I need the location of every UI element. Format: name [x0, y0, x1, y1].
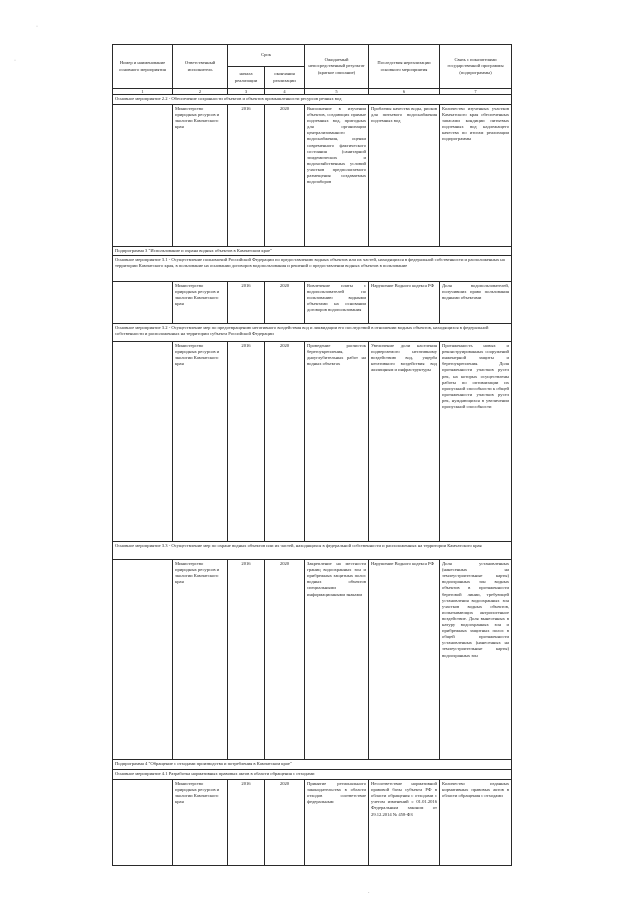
activity-start-year: 2016: [228, 780, 265, 866]
header-col-name: Номер и наименование основного мероприятия: [113, 45, 173, 89]
section-heading: Основное мероприятие 3.2 - Осуществление мер по предотвращению негативного воздействия вод и ликвидации его последствий в отношении водных объектов, находящихся в федеральной собственности и расположенных на территории субъекта Российской Федерации: [113, 324, 512, 342]
column-number: 1: [113, 89, 173, 95]
activity-consequences: Проблемы качества воды, рисков для питьевого водоснабжения подземных вод: [369, 105, 440, 247]
column-number: 4: [265, 89, 305, 95]
activity-result: Вовлечение платы с водопользователей по пользованию водными объектами на основании договоров водопользования: [305, 282, 369, 324]
activity-end-year: 2020: [265, 780, 305, 866]
activity-row: [113, 342, 512, 542]
scan-speck: ·: [14, 58, 16, 64]
activity-name: [113, 105, 173, 247]
header-col-indicators: Связь с показателями государственной программы (подпрограммы): [440, 45, 512, 89]
activity-end-year: 2020: [265, 105, 305, 247]
activity-end-year: 2020: [265, 282, 305, 324]
activity-result: Выполнение в изучении объектов, создающих прямые подземных вод, пригодных для организации централизованного водоснабжения, оценки современного фактического состояния (санитарной эпидемических и водохозяйственных условий участков предполагаемого размещения создаваемых водозаборов: [305, 105, 369, 247]
activity-result: Проведение расчисток берегоукрепления, дноуглубительных работ на водных объектах: [305, 342, 369, 542]
header-col-start: начала реализации: [228, 67, 265, 89]
header-col-result: Ожидаемый непосредственный результат (краткое описание): [305, 45, 369, 89]
section-heading: Подпрограмма 3 "Использование и охрана водных объектов в Камчатском крае": [113, 247, 512, 256]
section-heading: Подпрограмма 4 "Обращение с отходами производства и потребления в Камчатском крае": [113, 760, 512, 770]
section-heading-row: [113, 542, 512, 560]
column-number: 5: [305, 89, 369, 95]
activity-row: [113, 105, 512, 247]
activity-row: [113, 282, 512, 324]
activity-name: [113, 780, 173, 866]
activity-indicators: Протяженность новых и реконструированных сооружений инженерной защиты и берегоукрепления. Доля протяженности участков русел рек, на которых осуществлены работы по оптимизации их пропускной способности к общей протяженности участков русел рек, нуждающихся в увеличении пропускной способности: [440, 342, 512, 542]
column-number: 3: [228, 89, 265, 95]
section-heading-row: [113, 247, 512, 256]
activity-executor: Министерство природных ресурсов и экологии Камчатского края: [173, 105, 228, 247]
header-col-end: окончания реализации: [265, 67, 305, 89]
column-number: 2: [173, 89, 228, 95]
activity-indicators: Количество изученных участков Камчатского края обеспеченных запасами кондиции питьевых подземных вод надлежащего качества по итогам реализации подпрограммы: [440, 105, 512, 247]
section-heading-row: [113, 95, 512, 105]
scan-speck: ·: [36, 24, 38, 30]
activity-row: [113, 780, 512, 866]
column-number: 7: [440, 89, 512, 95]
header-col-term: Срок: [228, 45, 305, 67]
section-heading-row: [113, 770, 512, 780]
activity-executor: Министерство природных ресурсов и экологии Камчатского края: [173, 560, 228, 760]
activity-name: [113, 560, 173, 760]
header-col-executor: Ответственный исполнитель: [173, 45, 228, 89]
scan-speck: ·: [368, 891, 370, 896]
activity-result: Принятие регионального законодательства в области отходов соответствие федеральным: [305, 780, 369, 866]
activity-row: [113, 560, 512, 760]
section-heading-row: [113, 256, 512, 282]
activity-end-year: 2020: [265, 560, 305, 760]
section-heading: Основное мероприятие 4.1 Разработка нормативных правовых актов в области обращения с отходами: [113, 770, 512, 780]
header-row-top: [113, 45, 512, 67]
activity-consequences: Нарушение Водного кодекса РФ: [369, 560, 440, 760]
activity-executor: Министерство природных ресурсов и экологии Камчатского края: [173, 780, 228, 866]
section-heading: Основное мероприятие 3.1 - Осуществление полномочий Российской Федерации по предоставлению водных объектов или их частей, находящихся в федеральной собственности и расположенных на территории Камчатского края, в пользование на основании договоров водопользования и решений о предоставлении водных объектов в пользование: [113, 256, 512, 282]
activity-name: [113, 282, 173, 324]
activity-start-year: 2016: [228, 105, 265, 247]
activity-indicators: Доля установленных (нанесенных на землеустроительные карты) водоохранных зон водных объектов в протяженности береговой линии, требующей установления водоохранных зон участков водных объектов, испытывающих антропогенное воздействие. Доля вынесенных в натуру водоохранных зон и прибрежных защитных полос в общей протяженности установленных (нанесенных на землеустроительные карты) водоохранных зон: [440, 560, 512, 760]
section-heading: Основное мероприятие 3.3 - Осуществление мер по охране водных объектов или их частей, находящихся в федеральной собственности и расположенных на территории Камчатского края: [113, 542, 512, 560]
section-heading: Основное мероприятие 2.2 - Обеспечение сохранности объектов и объектов промышленности ресурсов речных вод: [113, 95, 512, 105]
activity-start-year: 2016: [228, 282, 265, 324]
activities-table: [112, 44, 512, 866]
activity-indicators: Количество изданных нормативных правовых актов в области обращения с отходами: [440, 780, 512, 866]
activity-start-year: 2016: [228, 560, 265, 760]
activity-start-year: 2016: [228, 342, 265, 542]
activity-consequences: Увеличение доли населения подвергаемого негативному воздействию вод, ущерба негативного воздействия вод жилищным и инфраструктуры: [369, 342, 440, 542]
activity-result: Закрепление на местности границ водоохранных зон и прибрежных защитных полос водных объектов специальными информационными знаками: [305, 560, 369, 760]
activity-indicators: Доля водопользователей, получивших право пользования водными объектами: [440, 282, 512, 324]
activity-executor: Министерство природных ресурсов и экологии Камчатского края: [173, 342, 228, 542]
activity-consequences: Несоответствие нормативной правовой базы субъекта РФ в области обращения с отходами с учетом изменений с 01.01.2016 Федеральным законом от 29.12.2014 № 458-ФЗ: [369, 780, 440, 866]
section-heading-row: [113, 324, 512, 342]
activity-consequences: Нарушение Водного кодекса РФ: [369, 282, 440, 324]
activity-name: [113, 342, 173, 542]
activity-end-year: 2020: [265, 342, 305, 542]
header-col-consequences: Последствия нереализации основного мероприятия: [369, 45, 440, 89]
column-number: 6: [369, 89, 440, 95]
activity-executor: Министерство природных ресурсов и экологии Камчатского края: [173, 282, 228, 324]
section-heading-row: [113, 760, 512, 770]
